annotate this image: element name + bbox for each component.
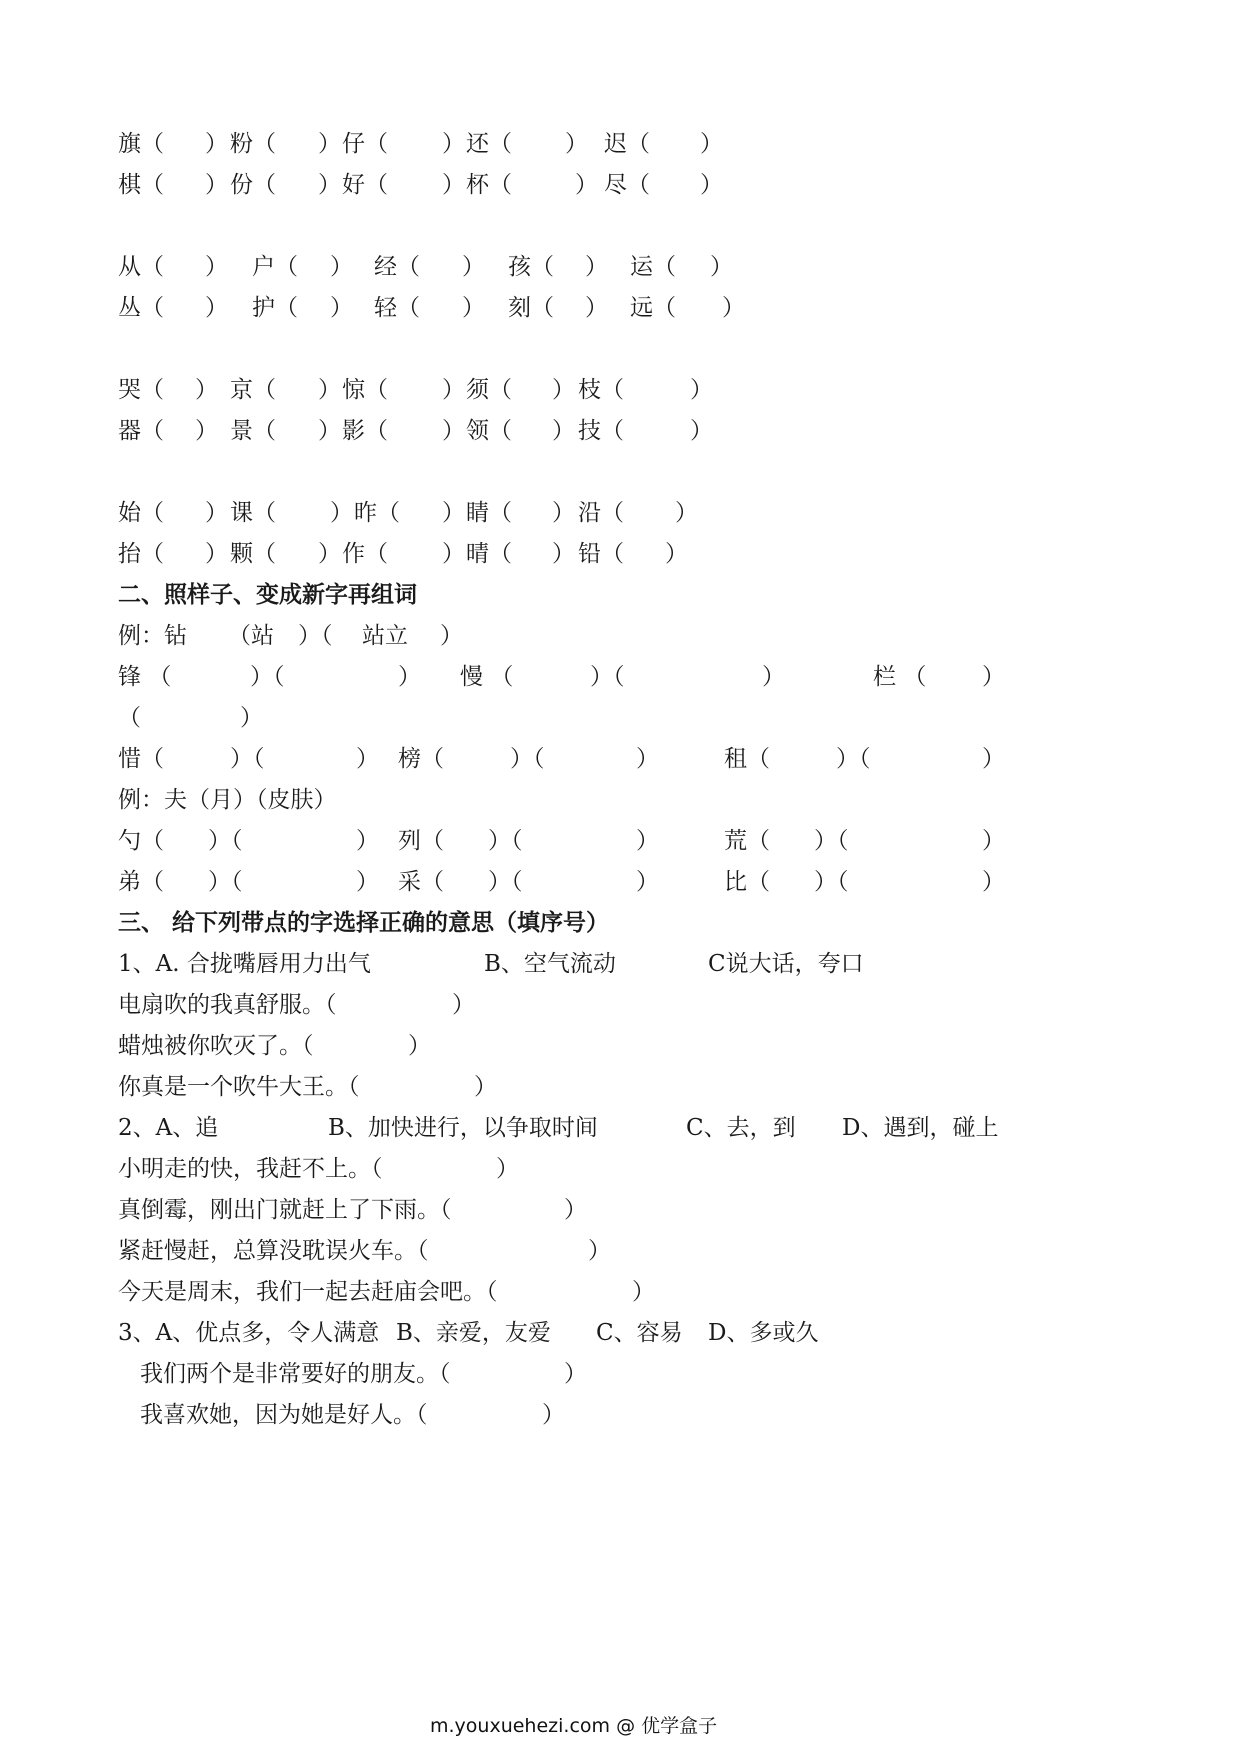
answer-blank[interactable]: ） <box>462 254 485 280</box>
answer-blank[interactable]: ） <box>710 254 733 280</box>
answer-blank[interactable]: ） <box>318 541 341 567</box>
task-char: 采（ <box>398 869 444 895</box>
answer-blank[interactable]: ）（ <box>488 869 523 895</box>
answer-blank[interactable]: ） <box>442 500 465 526</box>
option-b: B、空气流动 <box>484 951 616 977</box>
char-cell: 丛（ <box>118 295 164 321</box>
answer-blank[interactable]: ） <box>496 1156 519 1182</box>
answer-blank[interactable]: ） <box>700 172 723 198</box>
answer-blank[interactable]: ） <box>318 418 341 444</box>
option-a: 3、A、优点多，令人满意 <box>118 1320 380 1346</box>
answer-blank[interactable]: ） <box>552 377 575 403</box>
answer-blank[interactable]: ）（ <box>590 664 625 690</box>
answer-blank[interactable]: ） <box>552 418 575 444</box>
example-bracket: ） <box>440 623 463 649</box>
answer-blank[interactable]: ） <box>205 254 228 280</box>
sentence: 紧赶慢赶，总算没耽误火车。（ <box>118 1238 429 1264</box>
task-char: 惜（ <box>118 746 164 772</box>
char-cell: 旗（ <box>118 131 164 157</box>
example-2: 例：夫（月）（皮肤） <box>118 787 337 813</box>
answer-blank[interactable]: ） <box>585 295 608 321</box>
sentence: 今天是周末，我们一起去赶庙会吧。（ <box>118 1279 498 1305</box>
answer-blank[interactable]: ） <box>318 377 341 403</box>
answer-blank[interactable]: ） <box>398 664 421 690</box>
answer-blank[interactable]: ） <box>442 172 465 198</box>
answer-blank[interactable]: ）（ <box>208 869 243 895</box>
char-cell: 景（ <box>230 418 276 444</box>
char-cell: 护（ <box>252 295 298 321</box>
example-label: 例：钻 <box>118 623 187 649</box>
answer-blank[interactable]: ） <box>205 172 228 198</box>
answer-blank[interactable]: ） <box>356 828 379 854</box>
example-char: （站 <box>228 623 274 649</box>
answer-blank[interactable]: ） <box>240 705 263 731</box>
answer-blank[interactable]: ） <box>452 992 475 1018</box>
answer-blank[interactable]: ） <box>690 418 713 444</box>
char-cell: 始（ <box>118 500 164 526</box>
task-char: 勺（ <box>118 828 164 854</box>
char-cell: 尽（ <box>604 172 650 198</box>
option-b: B、亲爱，友爱 <box>396 1320 551 1346</box>
answer-blank[interactable]: ） <box>564 1197 587 1223</box>
char-cell: 铅（ <box>578 541 624 567</box>
task-char: 列（ <box>398 828 444 854</box>
char-cell: 沿（ <box>578 500 624 526</box>
char-cell: 经（ <box>374 254 420 280</box>
task-char: 荒（ <box>724 828 770 854</box>
sentence: 小明走的快，我赶不上。（ <box>118 1156 383 1182</box>
answer-blank[interactable]: ） <box>982 664 1005 690</box>
char-cell: 抬（ <box>118 541 164 567</box>
char-cell: 户（ <box>252 254 298 280</box>
answer-blank[interactable]: ） <box>330 295 353 321</box>
answer-blank[interactable]: ） <box>636 869 659 895</box>
char-cell: 棋（ <box>118 172 164 198</box>
char-cell: 晴（ <box>466 541 512 567</box>
footer-watermark: m.youxuehezi.com @ 优学盒子 <box>430 1715 718 1737</box>
answer-blank[interactable]: ） <box>462 295 485 321</box>
answer-blank[interactable]: ） <box>356 746 379 772</box>
answer-blank[interactable]: ） <box>575 172 598 198</box>
sentence: 我喜欢她，因为她是好人。（ <box>140 1402 428 1428</box>
answer-blank[interactable]: ） <box>205 500 228 526</box>
task-char: 比（ <box>724 869 770 895</box>
answer-blank[interactable]: ） <box>636 746 659 772</box>
answer-blank[interactable]: ） <box>982 869 1005 895</box>
answer-blank[interactable]: ） <box>700 131 723 157</box>
option-c: C说大话，夸口 <box>708 951 864 977</box>
answer-blank[interactable]: ） <box>690 377 713 403</box>
answer-blank[interactable]: ） <box>564 1361 587 1387</box>
answer-blank[interactable]: ） <box>722 295 745 321</box>
answer-blank[interactable]: ）（ <box>814 869 849 895</box>
answer-blank[interactable]: ） <box>442 131 465 157</box>
char-cell: 还（ <box>466 131 512 157</box>
char-cell: 领（ <box>466 418 512 444</box>
answer-blank[interactable]: ） <box>474 1074 497 1100</box>
char-cell: 作（ <box>342 541 388 567</box>
char-cell: 器（ <box>118 418 164 444</box>
answer-blank[interactable]: ） <box>205 295 228 321</box>
sentence: 你真是一个吹牛大王。（ <box>118 1074 360 1100</box>
char-cell: 孩（ <box>508 254 554 280</box>
char-cell: 昨（ <box>354 500 400 526</box>
answer-blank[interactable]: ）（ <box>510 746 545 772</box>
answer-blank[interactable]: ） <box>330 500 353 526</box>
answer-blank[interactable]: ） <box>318 131 341 157</box>
answer-blank[interactable]: ） <box>195 418 218 444</box>
char-cell: 刻（ <box>508 295 554 321</box>
option-a: 1、A. 合拢嘴唇用力出气 <box>118 951 371 977</box>
char-cell: 远（ <box>630 295 676 321</box>
sentence: 我们两个是非常要好的朋友。（ <box>140 1361 451 1387</box>
char-cell: 睛（ <box>466 500 512 526</box>
answer-blank[interactable]: ）（ <box>488 828 523 854</box>
answer-blank[interactable]: ） <box>665 541 688 567</box>
option-d: D、多或久 <box>708 1320 819 1346</box>
char-cell: 份（ <box>230 172 276 198</box>
answer-blank[interactable]: ） <box>982 828 1005 854</box>
answer-blank[interactable]: ） <box>588 1238 611 1264</box>
option-c: C、容易 <box>596 1320 683 1346</box>
task-char: 租（ <box>724 746 770 772</box>
char-cell: 轻（ <box>374 295 420 321</box>
answer-blank[interactable]: ） <box>205 131 228 157</box>
answer-blank[interactable]: ） <box>330 254 353 280</box>
task-char: 锋 （ <box>118 664 172 690</box>
task-char: 栏 （ <box>873 664 927 690</box>
option-a: 2、A、追 <box>118 1115 219 1141</box>
char-cell: 课（ <box>230 500 276 526</box>
answer-blank[interactable]: ） <box>205 541 228 567</box>
answer-blank[interactable]: ） <box>675 500 698 526</box>
answer-blank[interactable]: ） <box>356 869 379 895</box>
answer-blank[interactable]: ） <box>565 131 588 157</box>
section-heading: 二、照样子、变成新字再组词 <box>118 582 417 608</box>
char-cell: 运（ <box>630 254 676 280</box>
char-cell: 从（ <box>118 254 164 280</box>
answer-blank[interactable]: ） <box>552 500 575 526</box>
answer-blank[interactable]: ） <box>195 377 218 403</box>
answer-blank[interactable]: ） <box>542 1402 565 1428</box>
char-cell: 惊（ <box>342 377 388 403</box>
example-bracket: ）（ <box>298 623 333 649</box>
char-cell: 杯（ <box>466 172 512 198</box>
answer-blank[interactable]: （ <box>118 705 141 731</box>
char-cell: 技（ <box>578 418 624 444</box>
task-char: 榜（ <box>398 746 444 772</box>
answer-blank[interactable]: ） <box>318 172 341 198</box>
option-d: D、遇到，碰上 <box>842 1115 999 1141</box>
answer-blank[interactable]: ）（ <box>250 664 285 690</box>
answer-blank[interactable]: ）（ <box>836 746 871 772</box>
answer-blank[interactable]: ） <box>762 664 785 690</box>
answer-blank[interactable]: ） <box>585 254 608 280</box>
section-heading: 三、 给下列带点的字选择正确的意思（填序号） <box>118 910 610 936</box>
answer-blank[interactable]: ） <box>442 541 465 567</box>
char-cell: 须（ <box>466 377 512 403</box>
char-cell: 粉（ <box>230 131 276 157</box>
char-cell: 哭（ <box>118 377 164 403</box>
char-cell: 仔（ <box>342 131 388 157</box>
sentence: 电扇吹的我真舒服。（ <box>118 992 337 1018</box>
option-b: B、加快进行，以争取时间 <box>328 1115 598 1141</box>
answer-blank[interactable]: ）（ <box>230 746 265 772</box>
char-cell: 京（ <box>230 377 276 403</box>
answer-blank[interactable]: ） <box>632 1279 655 1305</box>
answer-blank[interactable]: ） <box>552 541 575 567</box>
char-cell: 枝（ <box>578 377 624 403</box>
answer-blank[interactable]: ） <box>442 377 465 403</box>
task-char: 慢 （ <box>460 664 514 690</box>
answer-blank[interactable]: ）（ <box>814 828 849 854</box>
char-cell: 好（ <box>342 172 388 198</box>
answer-blank[interactable]: ） <box>442 418 465 444</box>
char-cell: 颗（ <box>230 541 276 567</box>
example-word: 站立 <box>362 623 408 649</box>
answer-blank[interactable]: ） <box>982 746 1005 772</box>
char-cell: 影（ <box>342 418 388 444</box>
option-c: C、去，到 <box>686 1115 796 1141</box>
answer-blank[interactable]: ）（ <box>208 828 243 854</box>
sentence: 蜡烛被你吹灭了。（ <box>118 1033 314 1059</box>
answer-blank[interactable]: ） <box>408 1033 431 1059</box>
answer-blank[interactable]: ） <box>636 828 659 854</box>
char-cell: 迟（ <box>604 131 650 157</box>
task-char: 弟（ <box>118 869 164 895</box>
sentence: 真倒霉，刚出门就赶上了下雨。（ <box>118 1197 452 1223</box>
